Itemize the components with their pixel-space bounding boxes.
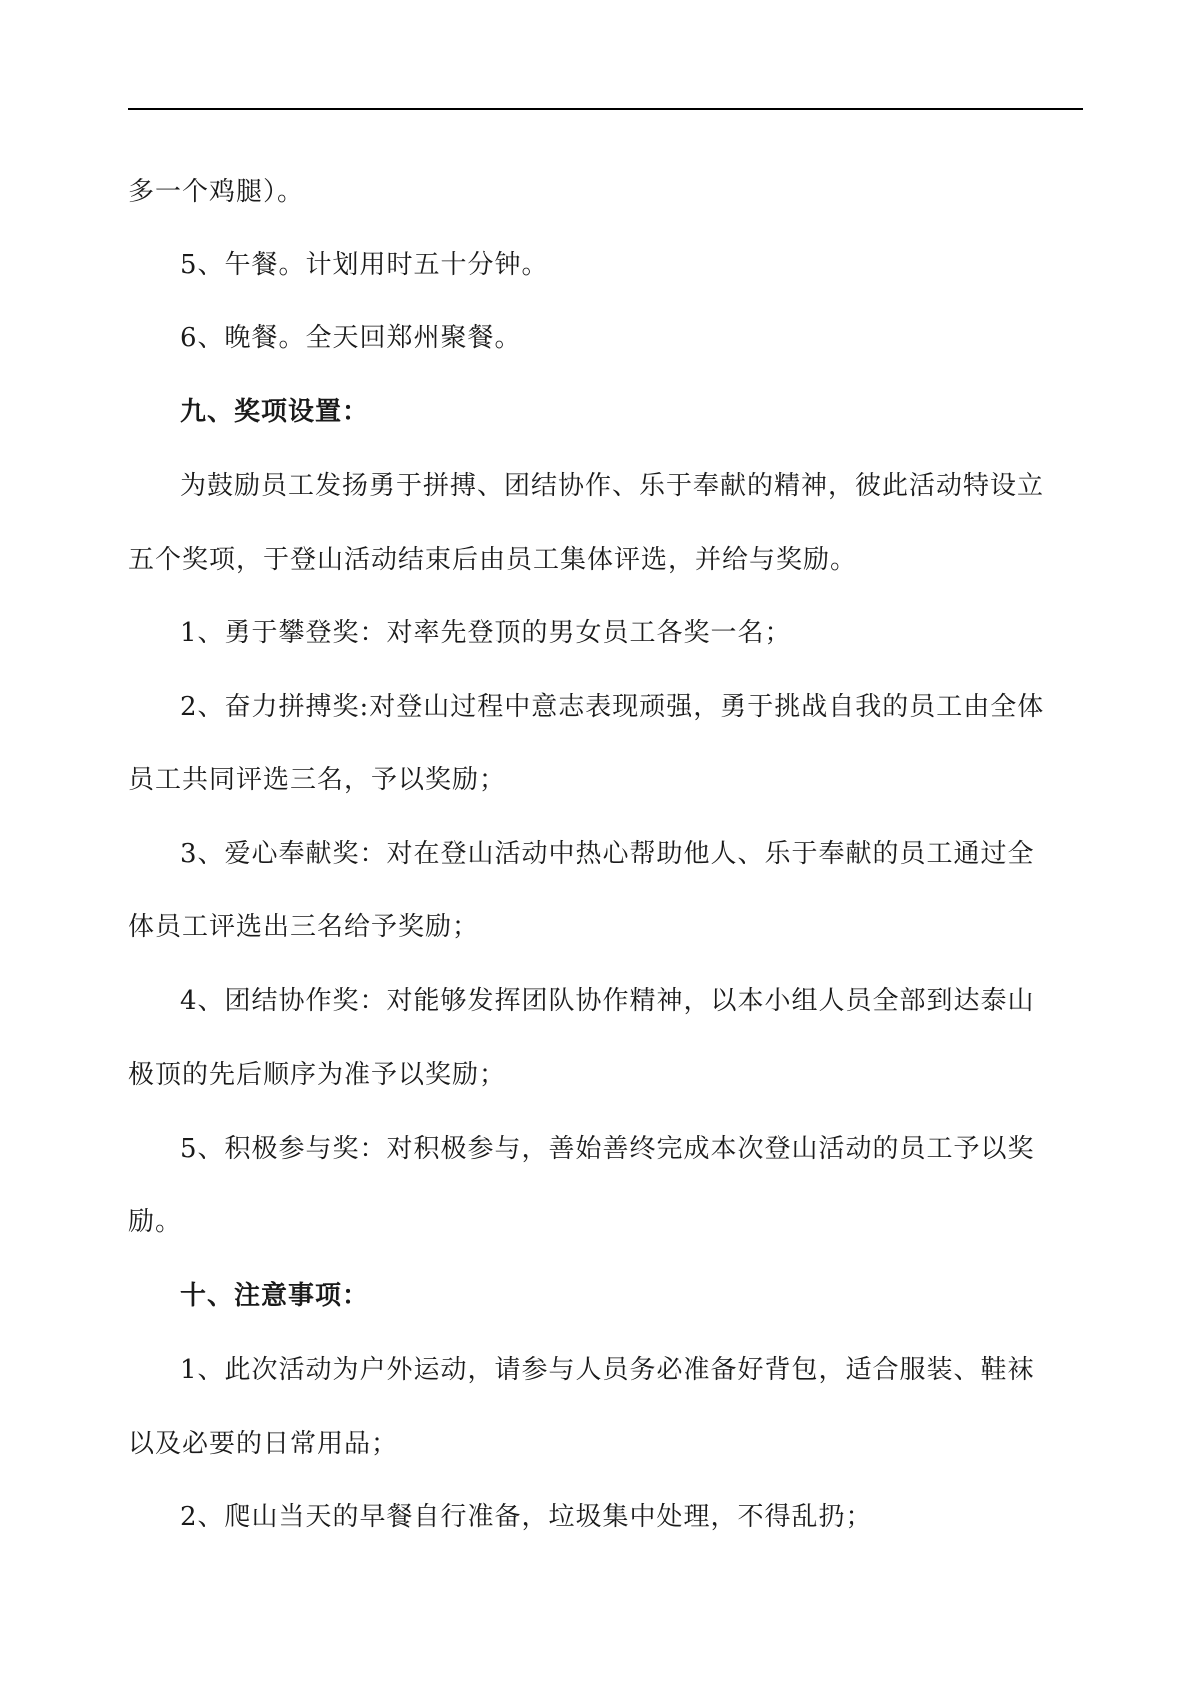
text-line: 5、午餐。计划用时五十分钟。: [180, 250, 549, 280]
text-line: 4、团结协作奖：对能够发挥团队协作精神，以本小组人员全部到达泰山: [180, 986, 1035, 1016]
text-line: 以及必要的日常用品；: [128, 1429, 399, 1459]
text-line: 3、爱心奉献奖：对在登山活动中热心帮助他人、乐于奉献的员工通过全: [180, 839, 1035, 869]
text-line: 5、积极参与奖：对积极参与，善始善终完成本次登山活动的员工予以奖: [180, 1134, 1035, 1164]
header-rule: [128, 108, 1083, 110]
text-line: 极顶的先后顺序为准予以奖励；: [128, 1060, 507, 1090]
section-heading-notes: 十、注意事项：: [180, 1281, 370, 1311]
text-line: 员工共同评选三名，予以奖励；: [128, 765, 507, 795]
text-line: 1、勇于攀登奖：对率先登顶的男女员工各奖一名；: [180, 618, 792, 648]
section-heading-awards: 九、奖项设置：: [180, 397, 370, 427]
text-line: 体员工评选出三名给予奖励；: [128, 912, 480, 942]
text-line: 2、爬山当天的早餐自行准备，垃圾集中处理，不得乱扔；: [180, 1502, 873, 1532]
text-line: 多一个鸡腿）。: [128, 177, 305, 207]
text-line: 励。: [128, 1207, 183, 1237]
text-line: 1、此次活动为户外运动，请参与人员务必准备好背包，适合服装、鞋袜: [180, 1355, 1035, 1385]
text-line: 五个奖项，于登山活动结束后由员工集体评选，并给与奖励。: [128, 545, 858, 575]
text-line: 为鼓励员工发扬勇于拼搏、团结协作、乐于奉献的精神，彼此活动特设立: [180, 471, 1045, 501]
text-line: 2、奋力拼搏奖:对登山过程中意志表现顽强，勇于挑战自我的员工由全体: [180, 692, 1045, 722]
text-line: 6、晚餐。全天回郑州聚餐。: [180, 323, 522, 353]
